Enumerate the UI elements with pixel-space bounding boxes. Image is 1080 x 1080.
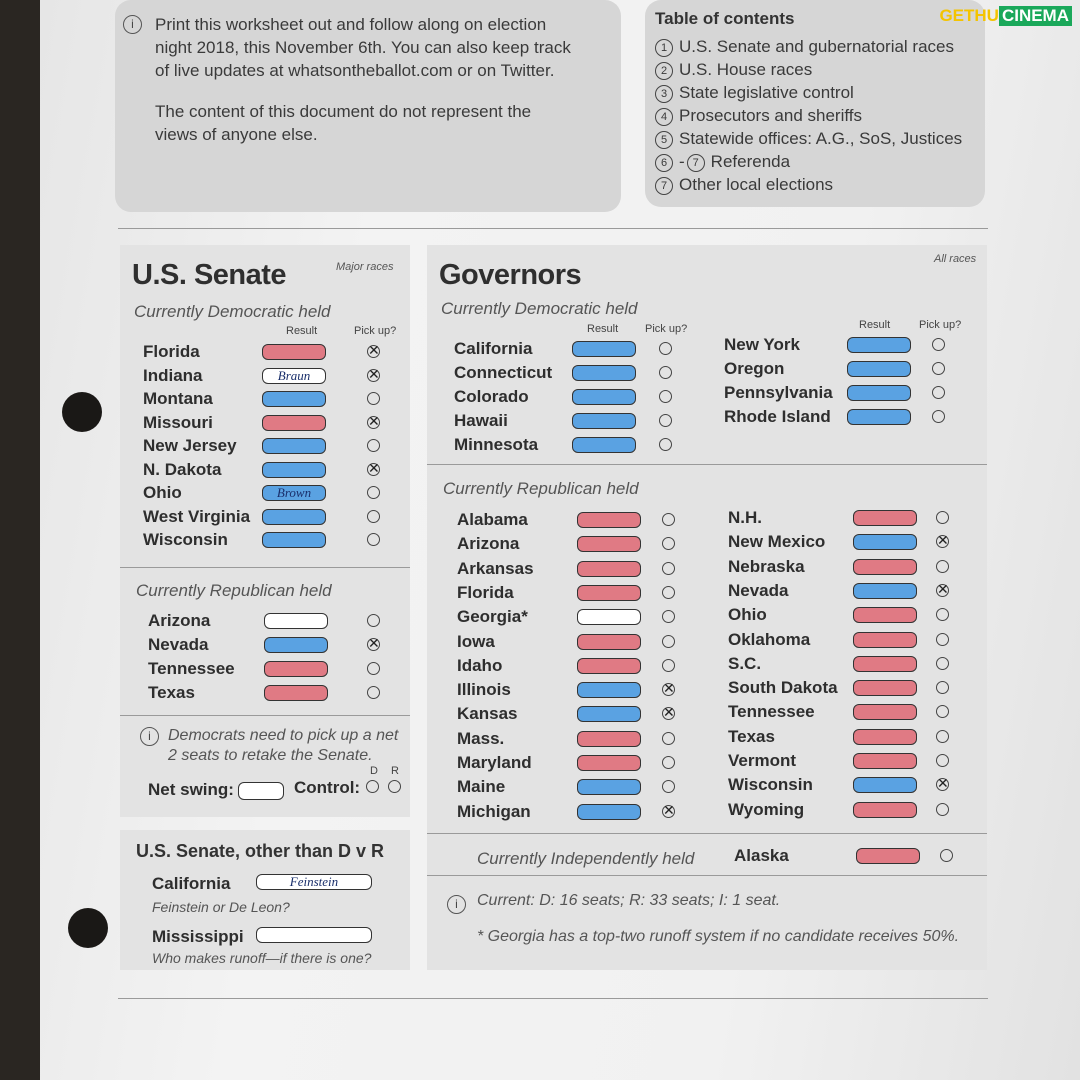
divider bbox=[427, 833, 987, 834]
state-name: N.H. bbox=[728, 508, 762, 527]
state-name: Arkansas bbox=[457, 558, 534, 578]
result-field[interactable] bbox=[262, 438, 326, 454]
pickup-circle[interactable]: ✕ bbox=[937, 580, 949, 597]
divider bbox=[118, 228, 988, 229]
number-icon: 2 bbox=[655, 62, 673, 80]
pickup-circle[interactable] bbox=[936, 803, 949, 816]
state-name: Wisconsin bbox=[728, 775, 813, 795]
state-name: Iowa bbox=[457, 631, 495, 651]
control-r-label: R bbox=[391, 765, 399, 777]
state-name: California bbox=[454, 339, 533, 358]
pickup-circle[interactable]: ✕ bbox=[368, 365, 380, 382]
state-name: Nevada bbox=[148, 635, 209, 654]
senate-dem-heading: Currently Democratic held bbox=[134, 302, 331, 321]
pickup-circle[interactable] bbox=[936, 633, 949, 646]
pickup-circle[interactable]: ✕ bbox=[663, 704, 675, 721]
number-icon: 1 bbox=[655, 39, 673, 57]
state-name: California bbox=[152, 874, 231, 893]
pickup-circle[interactable] bbox=[659, 438, 672, 451]
state-name: Ohio bbox=[143, 483, 182, 502]
result-field[interactable]: Brown bbox=[262, 485, 326, 501]
net-swing-label: Net swing: bbox=[148, 780, 234, 799]
result-field[interactable] bbox=[577, 512, 641, 528]
result-field[interactable] bbox=[264, 613, 328, 629]
result-field[interactable] bbox=[853, 656, 917, 672]
pickup-circle[interactable] bbox=[662, 756, 675, 769]
result-field[interactable] bbox=[262, 391, 326, 407]
pickup-circle[interactable]: ✕ bbox=[368, 412, 380, 429]
result-field[interactable] bbox=[264, 661, 328, 677]
pickup-circle[interactable] bbox=[936, 560, 949, 573]
senate-rep-heading: Currently Republican held bbox=[136, 581, 332, 600]
state-name: New Jersey bbox=[143, 436, 237, 455]
result-field[interactable] bbox=[264, 637, 328, 653]
state-name: Rhode Island bbox=[724, 407, 831, 426]
governors-rep-heading: Currently Republican held bbox=[443, 479, 639, 498]
state-name: Wisconsin bbox=[143, 530, 228, 549]
state-name: Wyoming bbox=[728, 799, 805, 819]
pickup-circle[interactable] bbox=[940, 849, 953, 862]
result-field[interactable] bbox=[853, 753, 917, 769]
pickup-circle[interactable] bbox=[367, 533, 380, 546]
state-name: Oklahoma bbox=[728, 629, 811, 649]
state-name: N. Dakota bbox=[143, 459, 222, 479]
senate-other-sub: Who makes runoff—if there is one? bbox=[152, 950, 372, 966]
pickup-circle[interactable] bbox=[936, 754, 949, 767]
pickup-circle[interactable] bbox=[659, 366, 672, 379]
senate-title: U.S. Senate bbox=[132, 259, 287, 291]
punch-hole bbox=[68, 908, 108, 948]
state-name: Montana bbox=[143, 389, 213, 408]
table-of-contents bbox=[645, 0, 985, 207]
number-icon: 7 bbox=[687, 154, 705, 172]
result-field[interactable] bbox=[262, 415, 326, 431]
pickup-circle[interactable] bbox=[367, 486, 380, 499]
state-name: Nevada bbox=[728, 580, 789, 600]
pickup-circle[interactable] bbox=[662, 635, 675, 648]
pickup-circle[interactable] bbox=[367, 439, 380, 452]
pickup-header: Pick up? bbox=[645, 323, 688, 335]
result-field[interactable] bbox=[262, 532, 326, 548]
state-name: Mass. bbox=[457, 728, 505, 748]
control-r-circle[interactable] bbox=[388, 780, 401, 793]
state-name: Tennessee bbox=[728, 702, 815, 722]
net-swing-field[interactable] bbox=[238, 782, 284, 800]
result-field[interactable] bbox=[847, 409, 911, 425]
state-name: Idaho bbox=[457, 655, 503, 675]
result-field[interactable] bbox=[262, 462, 326, 478]
state-name: Florida bbox=[143, 342, 200, 361]
result-field[interactable] bbox=[853, 510, 917, 526]
toc-title: Table of contents bbox=[655, 9, 795, 28]
result-field[interactable] bbox=[847, 385, 911, 401]
state-name: Illinois bbox=[457, 680, 511, 700]
toc-list bbox=[655, 35, 962, 196]
result-field[interactable] bbox=[577, 804, 641, 820]
result-field[interactable] bbox=[577, 634, 641, 650]
pickup-circle[interactable] bbox=[936, 730, 949, 743]
state-name: Arizona bbox=[148, 611, 211, 630]
result-field[interactable] bbox=[853, 632, 917, 648]
governors-tag: All races bbox=[934, 253, 977, 265]
number-icon: 7 bbox=[655, 177, 673, 195]
state-name: Tennessee bbox=[148, 659, 235, 678]
result-field[interactable] bbox=[572, 365, 636, 381]
pickup-circle[interactable] bbox=[659, 390, 672, 403]
control-label: Control: bbox=[294, 778, 361, 797]
result-field[interactable] bbox=[853, 583, 917, 599]
pickup-circle[interactable] bbox=[662, 513, 675, 526]
result-header: Result bbox=[859, 319, 891, 331]
intro-text: Print this worksheet out and follow along on election night 2018, this November 6th. You can also keep track of live updates at whatsontheballot.com or on Twitter. bbox=[155, 15, 571, 80]
state-name: Kansas bbox=[457, 704, 518, 724]
pickup-circle[interactable] bbox=[932, 362, 945, 375]
result-field[interactable] bbox=[577, 658, 641, 674]
pickup-circle[interactable] bbox=[932, 410, 945, 423]
senate-other-result[interactable] bbox=[256, 927, 372, 943]
state-name: Hawaii bbox=[454, 411, 508, 430]
state-name: Connecticut bbox=[454, 363, 553, 382]
senate-other-panel bbox=[120, 830, 410, 970]
toc-label: State legislative control bbox=[679, 83, 854, 102]
state-name: South Dakota bbox=[728, 678, 838, 698]
state-name: Oregon bbox=[724, 359, 785, 378]
result-field[interactable] bbox=[577, 755, 641, 771]
result-field[interactable] bbox=[577, 706, 641, 722]
pickup-circle[interactable]: ✕ bbox=[368, 342, 380, 358]
result-field[interactable] bbox=[853, 534, 917, 550]
toc-label: Referenda bbox=[710, 152, 791, 171]
info-icon: i bbox=[123, 15, 142, 34]
punch-hole bbox=[62, 392, 102, 432]
control-d-label: D bbox=[370, 765, 378, 777]
state-name: Minnesota bbox=[454, 435, 539, 454]
governors-title: Governors bbox=[439, 259, 582, 291]
toc-label: U.S. House races bbox=[679, 60, 813, 79]
number-icon: 4 bbox=[655, 108, 673, 126]
info-icon: i bbox=[140, 727, 159, 746]
pickup-circle[interactable] bbox=[367, 392, 380, 405]
pickup-circle[interactable]: ✕ bbox=[663, 680, 675, 697]
toc-item[interactable] bbox=[655, 81, 962, 104]
result-field[interactable] bbox=[262, 509, 326, 525]
state-name: Ohio bbox=[728, 605, 767, 625]
state-name: Alabama bbox=[457, 510, 528, 529]
senate-note: Democrats need to pick up a net 2 seats to retake the Senate. bbox=[168, 727, 399, 764]
governors-footnote: * Georgia has a top-two runoff system if no candidate receives 50%. bbox=[477, 928, 960, 945]
pickup-circle[interactable] bbox=[659, 342, 672, 355]
result-field[interactable] bbox=[853, 607, 917, 623]
senate-tag: Major races bbox=[336, 261, 394, 273]
result-field[interactable] bbox=[853, 777, 917, 793]
state-name: Colorado bbox=[454, 387, 529, 406]
pickup-circle[interactable] bbox=[936, 511, 949, 524]
pickup-circle[interactable] bbox=[662, 732, 675, 745]
pickup-circle[interactable]: ✕ bbox=[368, 635, 380, 651]
result-field[interactable] bbox=[856, 848, 920, 864]
result-field[interactable] bbox=[572, 341, 636, 357]
disclaimer-text: The content of this document do not represent the views of anyone else. bbox=[155, 102, 532, 144]
result-field[interactable] bbox=[577, 561, 641, 577]
state-name: Nebraska bbox=[728, 556, 805, 576]
toc-label: Statewide offices: A.G., SoS, Justices bbox=[679, 129, 963, 148]
pickup-circle[interactable] bbox=[932, 338, 945, 351]
result-field[interactable] bbox=[572, 413, 636, 429]
governors-note: Current: D: 16 seats; R: 33 seats; I: 1 seat. bbox=[477, 892, 781, 909]
number-icon: 5 bbox=[655, 131, 673, 149]
state-name: Georgia* bbox=[457, 607, 528, 627]
state-name: Vermont bbox=[728, 751, 797, 770]
watermark-part1: GETHU bbox=[939, 6, 999, 25]
pickup-circle[interactable]: ✕ bbox=[937, 532, 949, 549]
pickup-circle[interactable] bbox=[936, 657, 949, 670]
divider bbox=[118, 998, 988, 999]
control-d-circle[interactable] bbox=[366, 780, 379, 793]
state-name: New York bbox=[724, 335, 800, 354]
info-icon: i bbox=[447, 895, 466, 914]
toc-item[interactable] bbox=[655, 173, 962, 196]
result-field[interactable] bbox=[847, 361, 911, 377]
number-icon: 6 bbox=[655, 154, 673, 172]
toc-item[interactable] bbox=[655, 58, 962, 81]
divider bbox=[427, 875, 987, 876]
pickup-circle[interactable] bbox=[662, 562, 675, 575]
pickup-circle[interactable] bbox=[662, 659, 675, 672]
result-header: Result bbox=[587, 323, 619, 335]
state-name: Florida bbox=[457, 582, 514, 602]
pickup-circle[interactable]: ✕ bbox=[937, 775, 949, 792]
result-field[interactable] bbox=[264, 685, 328, 701]
state-name: Indiana bbox=[143, 365, 203, 385]
state-name: Texas bbox=[728, 726, 775, 746]
pickup-circle[interactable] bbox=[367, 686, 380, 699]
result-field[interactable] bbox=[847, 337, 911, 353]
result-field[interactable] bbox=[577, 682, 641, 698]
result-field[interactable] bbox=[577, 731, 641, 747]
governors-ind-heading: Currently Independently held bbox=[477, 849, 695, 868]
state-name: Pennsylvania bbox=[724, 383, 833, 402]
divider bbox=[427, 464, 987, 465]
result-field[interactable] bbox=[577, 609, 641, 625]
state-name: Michigan bbox=[457, 801, 531, 821]
toc-label: Other local elections bbox=[679, 175, 834, 194]
result-field[interactable] bbox=[853, 704, 917, 720]
senate-other-sub: Feinstein or De Leon? bbox=[152, 899, 290, 915]
state-name: Mississippi bbox=[152, 927, 244, 946]
toc-item[interactable] bbox=[655, 127, 962, 150]
pickup-circle[interactable] bbox=[367, 614, 380, 627]
watermark bbox=[939, 6, 1072, 26]
result-field[interactable]: Braun bbox=[262, 368, 326, 384]
pickup-circle[interactable]: ✕ bbox=[368, 459, 380, 476]
toc-item[interactable] bbox=[655, 104, 962, 127]
watermark-part2: CINEMA bbox=[999, 6, 1072, 26]
toc-label: U.S. Senate and gubernatorial races bbox=[679, 37, 955, 56]
pickup-header: Pick up? bbox=[354, 325, 397, 337]
pickup-header: Pick up? bbox=[919, 319, 962, 331]
pickup-circle[interactable] bbox=[662, 586, 675, 599]
pickup-circle[interactable]: ✕ bbox=[663, 801, 675, 818]
governors-dem-heading: Currently Democratic held bbox=[441, 299, 638, 318]
result-field[interactable] bbox=[853, 729, 917, 745]
result-field[interactable] bbox=[853, 559, 917, 575]
divider bbox=[120, 715, 410, 716]
state-name: S.C. bbox=[728, 653, 762, 673]
state-name: Texas bbox=[148, 683, 195, 702]
result-field[interactable] bbox=[853, 680, 917, 696]
result-field[interactable] bbox=[262, 344, 326, 360]
state-name: Alaska bbox=[734, 846, 789, 865]
state-name: Maine bbox=[457, 777, 506, 797]
result-field[interactable] bbox=[853, 802, 917, 818]
toc-item[interactable] bbox=[655, 35, 962, 58]
pickup-circle[interactable] bbox=[932, 386, 945, 399]
pickup-circle[interactable] bbox=[936, 681, 949, 694]
toc-item[interactable]: 6 - 7 Referenda bbox=[655, 150, 962, 173]
pickup-circle[interactable] bbox=[367, 510, 380, 523]
state-name: New Mexico bbox=[728, 532, 826, 552]
divider bbox=[120, 567, 410, 568]
number-icon: 3 bbox=[655, 85, 673, 103]
result-field[interactable] bbox=[572, 437, 636, 453]
senate-other-title: U.S. Senate, other than D v R bbox=[136, 841, 385, 861]
result-field[interactable] bbox=[572, 389, 636, 405]
result-header: Result bbox=[286, 325, 318, 337]
state-name: Maryland bbox=[457, 753, 532, 772]
state-name: Missouri bbox=[143, 412, 213, 432]
pickup-circle[interactable] bbox=[659, 414, 672, 427]
state-name: Arizona bbox=[457, 534, 520, 554]
result-field[interactable] bbox=[577, 585, 641, 601]
result-field[interactable] bbox=[577, 779, 641, 795]
senate-other-result[interactable]: Feinstein bbox=[256, 874, 372, 890]
state-name: West Virginia bbox=[143, 506, 251, 526]
toc-label: Prosecutors and sheriffs bbox=[679, 106, 862, 125]
result-field[interactable] bbox=[577, 536, 641, 552]
pickup-circle[interactable] bbox=[367, 662, 380, 675]
intro-box bbox=[115, 0, 621, 212]
